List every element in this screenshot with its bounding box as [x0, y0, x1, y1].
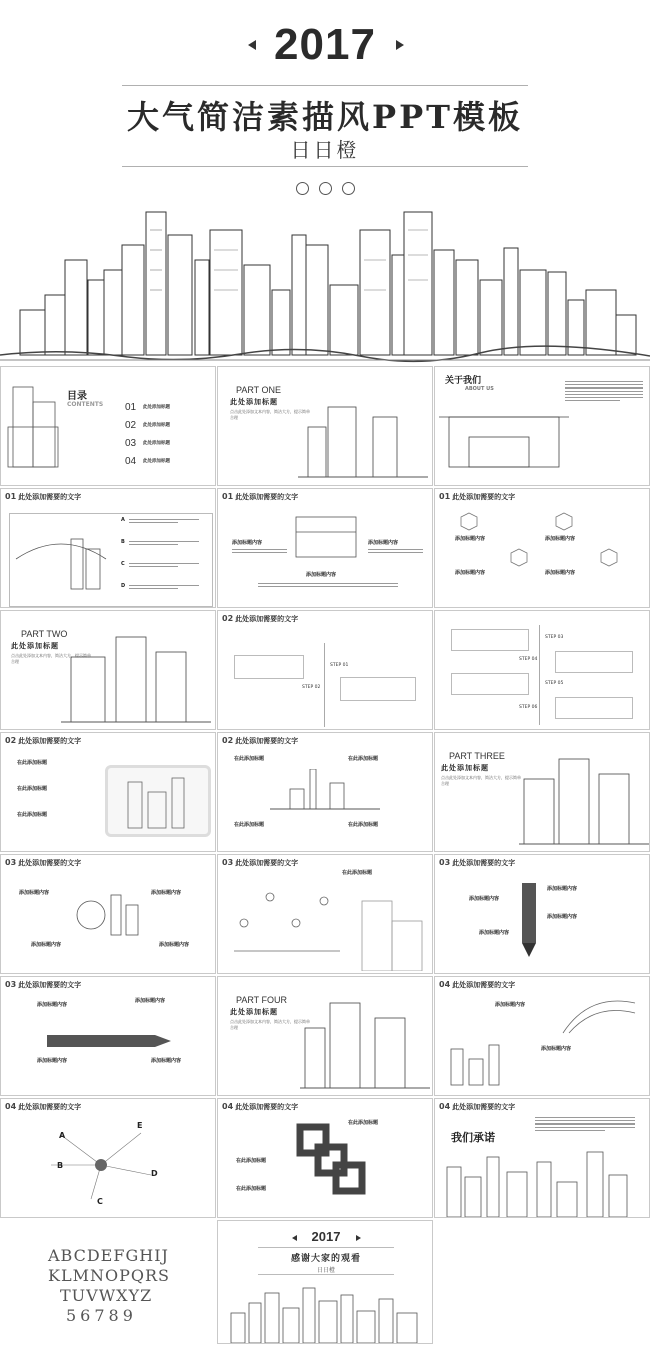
node-letter: E [137, 1121, 143, 1130]
item-title: 在此添加标题 [17, 786, 48, 792]
slide-heading: 03 此处添加需要的文字 [439, 858, 516, 867]
promise-text [535, 1115, 635, 1133]
item-title: 添加标题内容 [545, 570, 576, 576]
slide-03-arrow[interactable] [0, 976, 216, 1096]
slide-heading: 04 此处添加需要的文字 [439, 1102, 516, 1111]
ferris-wheel-city-icon [61, 885, 151, 945]
item-title: 在此添加标题 [17, 760, 48, 766]
item-letter: C [121, 561, 125, 567]
towers-sketch-icon [519, 749, 649, 849]
item-title: 添加标题内容 [545, 536, 576, 542]
thanks-title: 感谢大家的观看 [290, 1254, 361, 1264]
step-label: STEP 05 [545, 681, 564, 686]
step-label: STEP 02 [302, 685, 321, 690]
item-text [129, 583, 199, 591]
dot-icon [342, 182, 355, 195]
slide-03-b[interactable] [217, 854, 433, 974]
thanks-author: 日日橙 [316, 1267, 335, 1274]
menu-number: 04 [125, 456, 137, 467]
pencil-icon [519, 883, 539, 963]
slide-01-b[interactable] [217, 488, 433, 608]
item-text [129, 561, 199, 569]
building-sketch-icon [276, 507, 376, 562]
part-title: 此处添加标题 [230, 398, 278, 406]
divider-bottom [122, 166, 528, 167]
item-title: 添加标题内容 [37, 1058, 68, 1064]
slide-thumbnail-grid [0, 366, 650, 1345]
cover-year: 2017 [274, 20, 376, 69]
slide-02-quad[interactable] [217, 732, 433, 852]
tablet-frame [105, 765, 211, 837]
part-label: PART ONE [236, 385, 282, 395]
curved-building-icon [559, 993, 639, 1039]
item-title: 在此添加标题 [348, 822, 379, 828]
item-title: 添加标题内容 [31, 942, 62, 948]
slide-heading: 03 此处添加需要的文字 [5, 858, 82, 867]
thanks-year: 2017 [311, 1229, 341, 1244]
part-label: PART FOUR [236, 995, 288, 1005]
slide-04-chain[interactable] [217, 1098, 433, 1218]
slide-part-one[interactable] [217, 366, 433, 486]
towers-sketch-icon [300, 993, 430, 1093]
slide-heading: 04 此处添加需要的文字 [222, 1102, 299, 1111]
divider-top [122, 85, 528, 86]
slide-heading: 01 此处添加需要的文字 [222, 492, 299, 501]
buildings-sketch-icon [3, 377, 73, 477]
cover-skyline-illustration [0, 200, 650, 365]
about-text [565, 379, 643, 403]
item-title: 在此添加标题 [236, 1158, 267, 1164]
item-letter: A [121, 517, 125, 523]
item-title: 在此添加标题 [236, 1186, 267, 1192]
chain-link-icon [294, 1123, 374, 1203]
item-title: 在此添加标题 [342, 870, 373, 876]
slide-part-two[interactable] [0, 610, 216, 730]
step-textbox [451, 673, 529, 695]
step-textbox [234, 655, 304, 679]
step-textbox [451, 629, 529, 651]
slide-01-c[interactable] [434, 488, 650, 608]
alphabet-line: ABCDEFGHIJ [48, 1246, 169, 1265]
item-title: 添加标题内容 [479, 930, 510, 936]
node-letter: B [57, 1161, 64, 1170]
menu-number: 03 [125, 438, 137, 449]
contents-title: 目录 [67, 391, 87, 402]
slide-heading: 01 此处添加需要的文字 [5, 492, 82, 501]
menu-label: 此处添加标题 [143, 441, 170, 446]
skyline-sketch-icon [221, 1283, 431, 1343]
part-desc: 点击此处添加文本内容，简洁大方，提示简单合理 [230, 1019, 310, 1030]
next-arrow-icon [356, 1235, 361, 1241]
city-photo-icon [108, 768, 206, 832]
node-letter: A [59, 1131, 66, 1140]
slide-03-c[interactable] [434, 854, 650, 974]
item-title: 在此添加标题 [234, 756, 265, 762]
step-textbox [555, 697, 633, 719]
item-title: 添加标题内容 [135, 998, 166, 1004]
step-label: STEP 01 [330, 663, 349, 668]
empty-cell [434, 1220, 650, 1344]
part-title: 此处添加标题 [230, 1008, 278, 1016]
item-title: 添加标题内容 [159, 942, 190, 948]
menu-label: 此处添加标题 [143, 423, 170, 428]
process-timeline-icon [224, 891, 340, 961]
item-title: 添加标题内容 [455, 536, 486, 542]
slide-04-a[interactable] [434, 976, 650, 1096]
slide-heading: 04 此处添加需要的文字 [439, 980, 516, 989]
slide-part-four[interactable] [217, 976, 433, 1096]
step-label: STEP 04 [519, 657, 538, 662]
part-title: 此处添加标题 [11, 642, 59, 650]
cover-slide [0, 0, 650, 365]
item-letter: B [121, 539, 125, 545]
menu-label: 此处添加标题 [143, 405, 170, 410]
item-title: 添加标题内容 [541, 1046, 572, 1052]
menu-number: 01 [125, 402, 137, 413]
node-letter: C [97, 1197, 103, 1206]
menu-number: 02 [125, 420, 137, 431]
item-title: 添加标题内容 [306, 572, 337, 578]
item-title: 添加标题内容 [151, 1058, 182, 1064]
item-title: 添加标题内容 [547, 914, 578, 920]
alphabet-line: KLMNOPQRS [48, 1266, 170, 1285]
part-label: PART THREE [449, 751, 505, 761]
item-title: 添加标题内容 [19, 890, 50, 896]
item-letter: D [121, 583, 126, 589]
part-desc: 点击此处添加文本内容，简洁大方，提示简单合理 [441, 775, 521, 786]
cover-title: 大气简洁素描风PPT模板 [127, 98, 523, 136]
slide-alphabet[interactable] [0, 1220, 216, 1344]
next-arrow-icon [396, 40, 404, 50]
part-desc: 点击此处添加文本内容，简洁大方，提示简单合理 [11, 653, 91, 664]
part-label: PART TWO [21, 629, 68, 639]
step-label: STEP 03 [545, 635, 564, 640]
dot-icon [296, 182, 309, 195]
slide-thanks[interactable] [217, 1220, 433, 1344]
hexagon-icons [439, 509, 649, 589]
slide-01-a[interactable] [0, 488, 216, 608]
slide-04-network[interactable] [0, 1098, 216, 1218]
slide-heading: 02 此处添加需要的文字 [222, 614, 299, 623]
contents-subtitle: CONTENTS [67, 401, 104, 408]
item-title: 添加标题内容 [469, 896, 500, 902]
item-title: 添加标题内容 [455, 570, 486, 576]
digits-line: 56789 [66, 1306, 137, 1325]
slide-heading: 04 此处添加需要的文字 [5, 1102, 82, 1111]
timeline-axis [324, 643, 325, 727]
house-sketch-icon [439, 397, 579, 482]
item-title: 在此添加标题 [348, 1120, 379, 1126]
bridge-sketch-icon [11, 519, 111, 599]
slide-02-steps-a[interactable] [217, 610, 433, 730]
pagination-dots [296, 182, 355, 195]
item-title: 添加标题内容 [37, 1002, 68, 1008]
divider [258, 1247, 394, 1248]
timeline-axis [539, 625, 540, 725]
slide-part-three[interactable] [434, 732, 650, 852]
item-text [258, 581, 398, 589]
towers-sketch-icon [298, 387, 428, 482]
towers-sketch-icon [61, 627, 211, 727]
slide-02-steps-b[interactable] [434, 610, 650, 730]
part-title: 此处添加标题 [441, 764, 489, 772]
item-text [129, 517, 199, 525]
step-textbox [555, 651, 633, 673]
step-label: STEP 06 [519, 705, 538, 710]
cover-author: 日日橙 [290, 138, 360, 162]
step-textbox [340, 677, 416, 701]
alphabet-line: TUVWXYZ [60, 1286, 153, 1305]
slide-heading: 03 此处添加需要的文字 [222, 858, 299, 867]
slide-02-tablet[interactable] [0, 732, 216, 852]
part-desc: 点击此处添加文本内容，简洁大方，提示简单合理 [230, 409, 310, 420]
slide-04-promise[interactable] [434, 1098, 650, 1218]
item-title: 添加标题内容 [547, 886, 578, 892]
promise-title: 我们承诺 [451, 1131, 495, 1144]
dense-city-sketch-icon [437, 1147, 647, 1217]
slide-03-a[interactable] [0, 854, 216, 974]
node-letter: D [151, 1169, 158, 1178]
menu-label: 此处添加标题 [143, 459, 170, 464]
dot-icon [319, 182, 332, 195]
item-title: 在此添加标题 [348, 756, 379, 762]
building-sketch-icon [342, 891, 432, 971]
about-subtitle: ABOUT US [465, 386, 494, 392]
item-title: 添加标题内容 [368, 540, 399, 546]
item-title: 添加标题内容 [232, 540, 263, 546]
slide-heading: 02 此处添加需要的文字 [222, 736, 299, 745]
item-title: 在此添加标题 [17, 812, 48, 818]
slide-contents[interactable] [0, 366, 216, 486]
item-text [232, 547, 287, 555]
slide-heading: 02 此处添加需要的文字 [5, 736, 82, 745]
city-sketch-icon [441, 1039, 531, 1089]
arrow-process-icon [45, 1031, 175, 1051]
slide-heading: 01 此处添加需要的文字 [439, 492, 516, 501]
skyline-reflection-icon [270, 769, 380, 819]
prev-arrow-icon [292, 1235, 297, 1241]
divider [258, 1274, 394, 1275]
item-text [368, 547, 423, 555]
about-title: 关于我们 [445, 376, 482, 386]
item-title: 添加标题内容 [151, 890, 182, 896]
slide-about-us[interactable] [434, 366, 650, 486]
item-title: 添加标题内容 [495, 1002, 526, 1008]
item-title: 在此添加标题 [234, 822, 265, 828]
item-text [129, 539, 199, 547]
slide-heading: 03 此处添加需要的文字 [5, 980, 82, 989]
